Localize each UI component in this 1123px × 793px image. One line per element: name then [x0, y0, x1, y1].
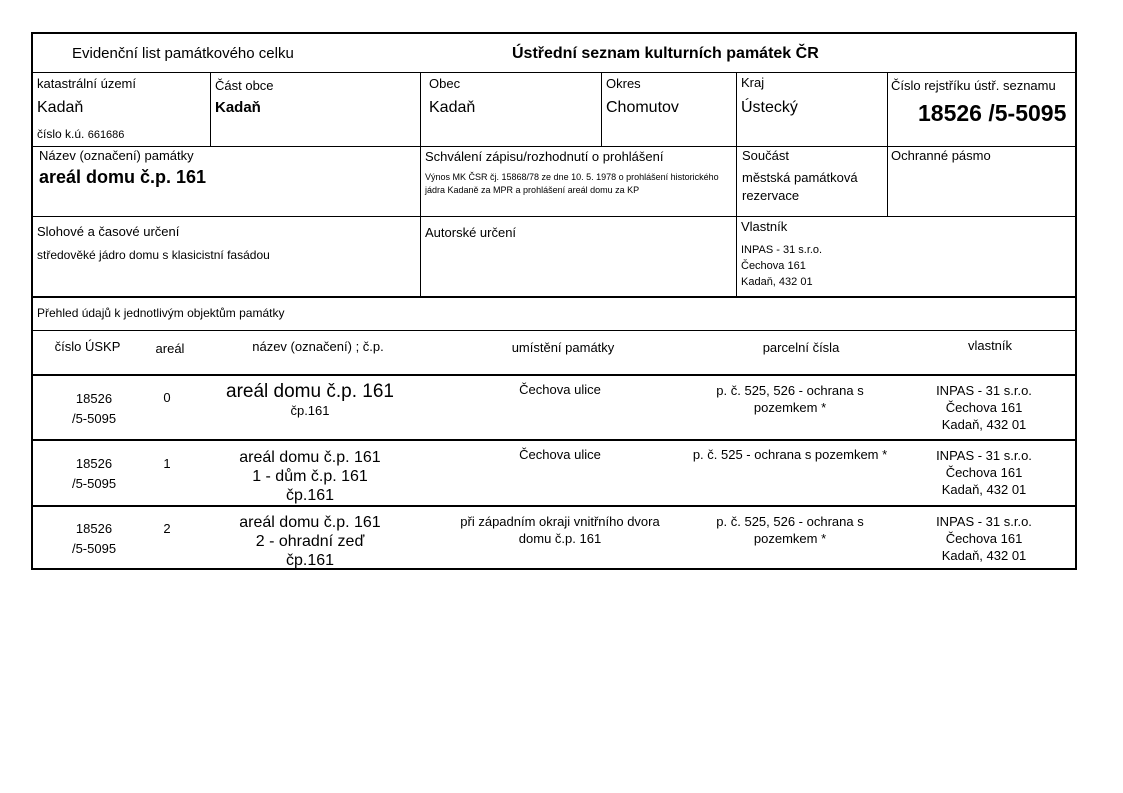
owner-cell: INPAS - 31 s.r.o. Čechova 161 Kadaň, 432 01 — [936, 448, 1032, 497]
divider — [32, 216, 1077, 217]
divider — [601, 72, 602, 146]
column-header: umístění památky — [511, 340, 615, 355]
pasmo-label: Ochranné pásmo — [891, 148, 991, 163]
divider — [32, 439, 1077, 441]
cast-value: Kadaň — [215, 99, 261, 116]
location-cell: Čechova ulice — [519, 447, 601, 462]
column-header: vlastník — [967, 338, 1013, 353]
obec-value: Kadaň — [429, 99, 476, 116]
kraj-label: Kraj — [741, 75, 765, 90]
okres-value: Chomutov — [606, 99, 679, 116]
soucast-value: městská památková rezervace — [742, 170, 858, 203]
owner-cell: INPAS - 31 s.r.o. Čechova 161 Kadaň, 432 01 — [936, 383, 1032, 432]
schvaleni-value: Výnos MK ČSR čj. 15868/78 ze dne 10. 5. 1978 o prohlášení historického jádra Kadaně za MPR a prohlášení areál domu za KP — [425, 172, 719, 195]
uskp-cell: 18526 /5-5095 — [71, 456, 117, 491]
owner-cell: INPAS - 31 s.r.o. Čechova 161 Kadaň, 432 01 — [936, 514, 1032, 563]
divider — [32, 374, 1077, 376]
parcels-cell: p. č. 525, 526 - ochrana s pozemkem * — [716, 383, 864, 415]
sloh-value: středověké jádro domu s klasicistní fasádou — [37, 248, 270, 262]
column-header: číslo ÚSKP — [54, 339, 121, 354]
nazev-value: areál domu č.p. 161 — [39, 167, 207, 187]
location-cell: při západním okraji vnitřního dvora domu č.p. 161 — [460, 514, 660, 546]
vlastnik-line: Kadaň, 432 01 — [741, 276, 813, 288]
name-cell: areál domu č.p. 161 1 - dům č.p. 161 čp.161 — [239, 449, 381, 504]
areal-cell: 0 — [163, 390, 171, 405]
soucast-label: Součást — [742, 148, 789, 163]
kraj-value: Ústecký — [741, 99, 798, 116]
divider — [420, 72, 421, 296]
rejstrik-number: 18526 /5-5095 — [918, 100, 1067, 126]
nazev-label: Název (označení) památky — [39, 148, 194, 163]
divider — [887, 72, 888, 216]
areal-cell: 1 — [163, 456, 171, 471]
parcels-cell: p. č. 525 - ochrana s pozemkem * — [692, 447, 888, 462]
sheet-title: Evidenční list památkového celku — [72, 45, 294, 62]
autor-label: Autorské určení — [425, 225, 517, 240]
vlastnik-line: Čechova 161 — [741, 260, 806, 272]
obec-label: Obec — [429, 76, 461, 91]
katastr-value: Kadaň — [37, 99, 84, 116]
katastr-label: katastrální území — [37, 76, 136, 91]
uskp-cell: 18526 /5-5095 — [71, 391, 117, 426]
schvaleni-label: Schválení zápisu/rozhodnutí o prohlášení — [425, 149, 664, 164]
rejstrik-label: Číslo rejstříku ústř. seznamu — [891, 78, 1056, 93]
column-header: areál — [155, 341, 185, 356]
divider — [736, 72, 737, 296]
location-cell: Čechova ulice — [519, 382, 601, 397]
divider — [32, 296, 1077, 298]
sloh-label: Slohové a časové určení — [37, 224, 180, 239]
divider — [32, 330, 1077, 331]
divider — [32, 72, 1077, 73]
column-header: parcelní čísla — [762, 340, 840, 355]
column-header: název (označení) ; č.p. — [252, 339, 384, 354]
registry-title: Ústřední seznam kulturních památek ČR — [512, 45, 819, 62]
name-cell: areál domu č.p. 161 2 - ohradní zeď čp.161 — [239, 514, 381, 569]
vlastnik-label: Vlastník — [741, 219, 788, 234]
uskp-cell: 18526 /5-5095 — [71, 521, 117, 556]
parcels-cell: p. č. 525, 526 - ochrana s pozemkem * — [716, 514, 864, 546]
divider — [210, 72, 211, 146]
cast-label: Část obce — [215, 78, 274, 93]
name-cell: areál domu č.p. 161 čp.161 — [226, 381, 394, 418]
divider — [32, 146, 1077, 147]
areal-cell: 2 — [163, 521, 171, 536]
divider — [32, 505, 1077, 507]
vlastnik-line: INPAS - 31 s.r.o. — [741, 244, 823, 256]
ku-label: číslo k.ú. 661686 — [37, 127, 125, 141]
overview-title: Přehled údajů k jednotlivým objektům památky — [37, 306, 285, 320]
ku-value: 661686 — [87, 129, 125, 141]
okres-label: Okres — [606, 76, 641, 91]
